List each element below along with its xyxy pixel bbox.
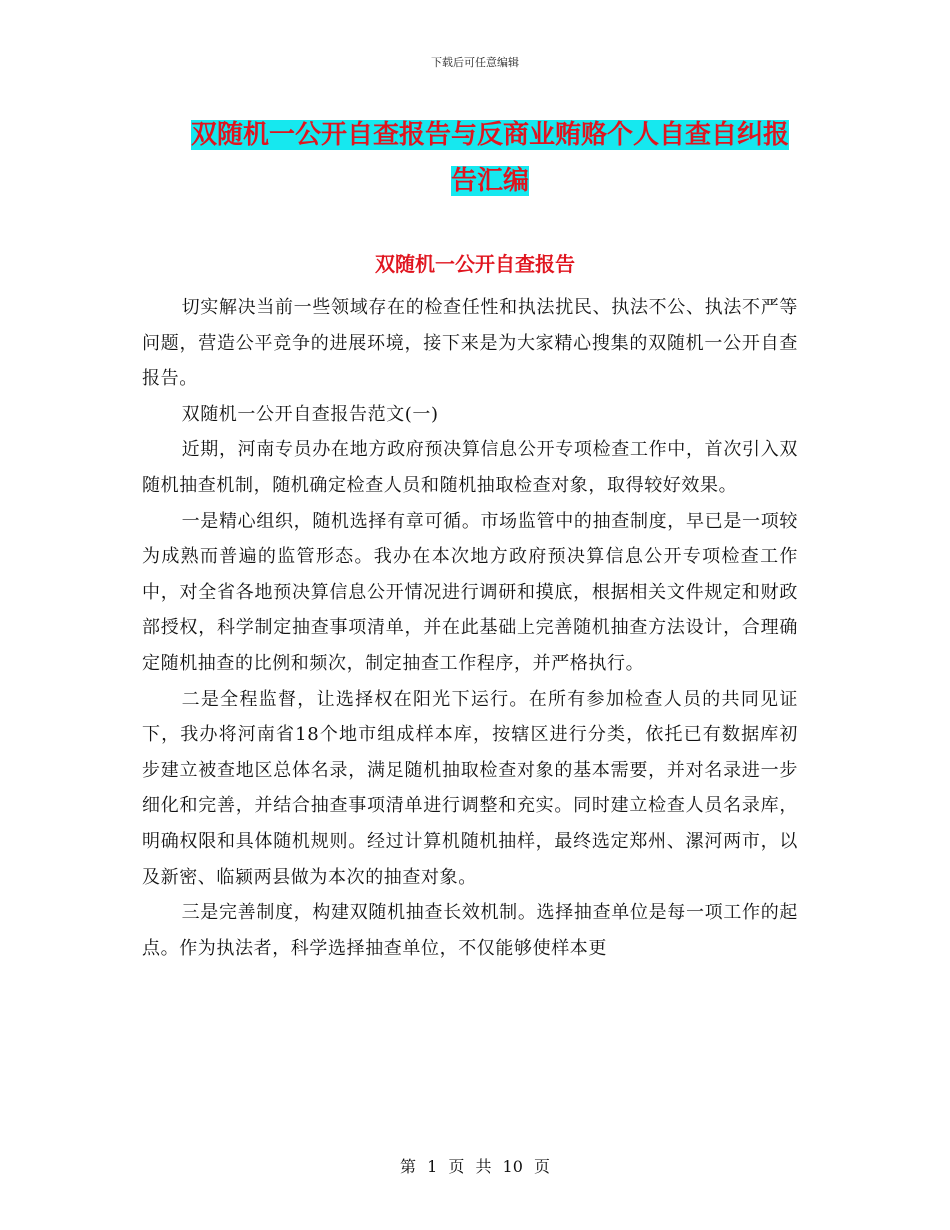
section-title: 双随机一公开自查报告 xyxy=(375,252,575,276)
page-header-note: 下载后可任意编辑 xyxy=(431,56,519,69)
paragraph-intro: 切实解决当前一些领域存在的检查任性和执法扰民、执法不公、执法不严等问题，营造公平竞争的进展环境，接下来是为大家精心搜集的双随机一公开自查报告。 xyxy=(142,297,798,390)
page-footer: 第 1 页 共 10 页 xyxy=(400,1157,550,1176)
paragraph: 二是全程监督，让选择权在阳光下运行。在所有参加检查人员的共同见证下，我办将河南省18个地市组成样本库，按辖区进行分类，依托已有数据库初步建立被查地区总体名录，满足随机抽取检查对象的基本需要，并对名录进一步细化和完善，并结合抽查事项清单进行调整和充实。同时建立检查人员名录库，明确权限和具体随机规则。经过计算机随机抽样，最终选定郑州、漯河两市，以及新密、临颍两县做为本次的抽查对象。 xyxy=(142,688,798,888)
paragraph: 一是精心组织，随机选择有章可循。市场监管中的抽查制度，早已是一项较为成熟而普遍的监管形态。我办在本次地方政府预决算信息公开专项检查工作中，对全省各地预决算信息公开情况进行调研和摸底，根据相关文件规定和财政部授权，科学制定抽查事项清单，并在此基础上完善随机抽查方法设计，合理确定随机抽查的比例和频次，制定抽查工作程序，并严格执行。 xyxy=(142,510,798,674)
paragraph: 近期，河南专员办在地方政府预决算信息公开专项检查工作中，首次引入双随机抽查机制，随机确定检查人员和随机抽取检查对象，取得较好效果。 xyxy=(142,439,798,496)
document-title-line-1: 双随机一公开自查报告与反商业贿赂个人自查自纠报 xyxy=(190,120,789,150)
document-body xyxy=(142,290,798,966)
paragraph-subheading: 双随机一公开自查报告范文(一) xyxy=(181,403,439,425)
document-title-line-2: 告汇编 xyxy=(450,166,529,196)
document-title xyxy=(140,112,840,204)
paragraph: 三是完善制度，构建双随机抽查长效机制。选择抽查单位是每一项工作的起点。作为执法者，科学选择抽查单位，不仅能够使样本更 xyxy=(142,902,798,959)
